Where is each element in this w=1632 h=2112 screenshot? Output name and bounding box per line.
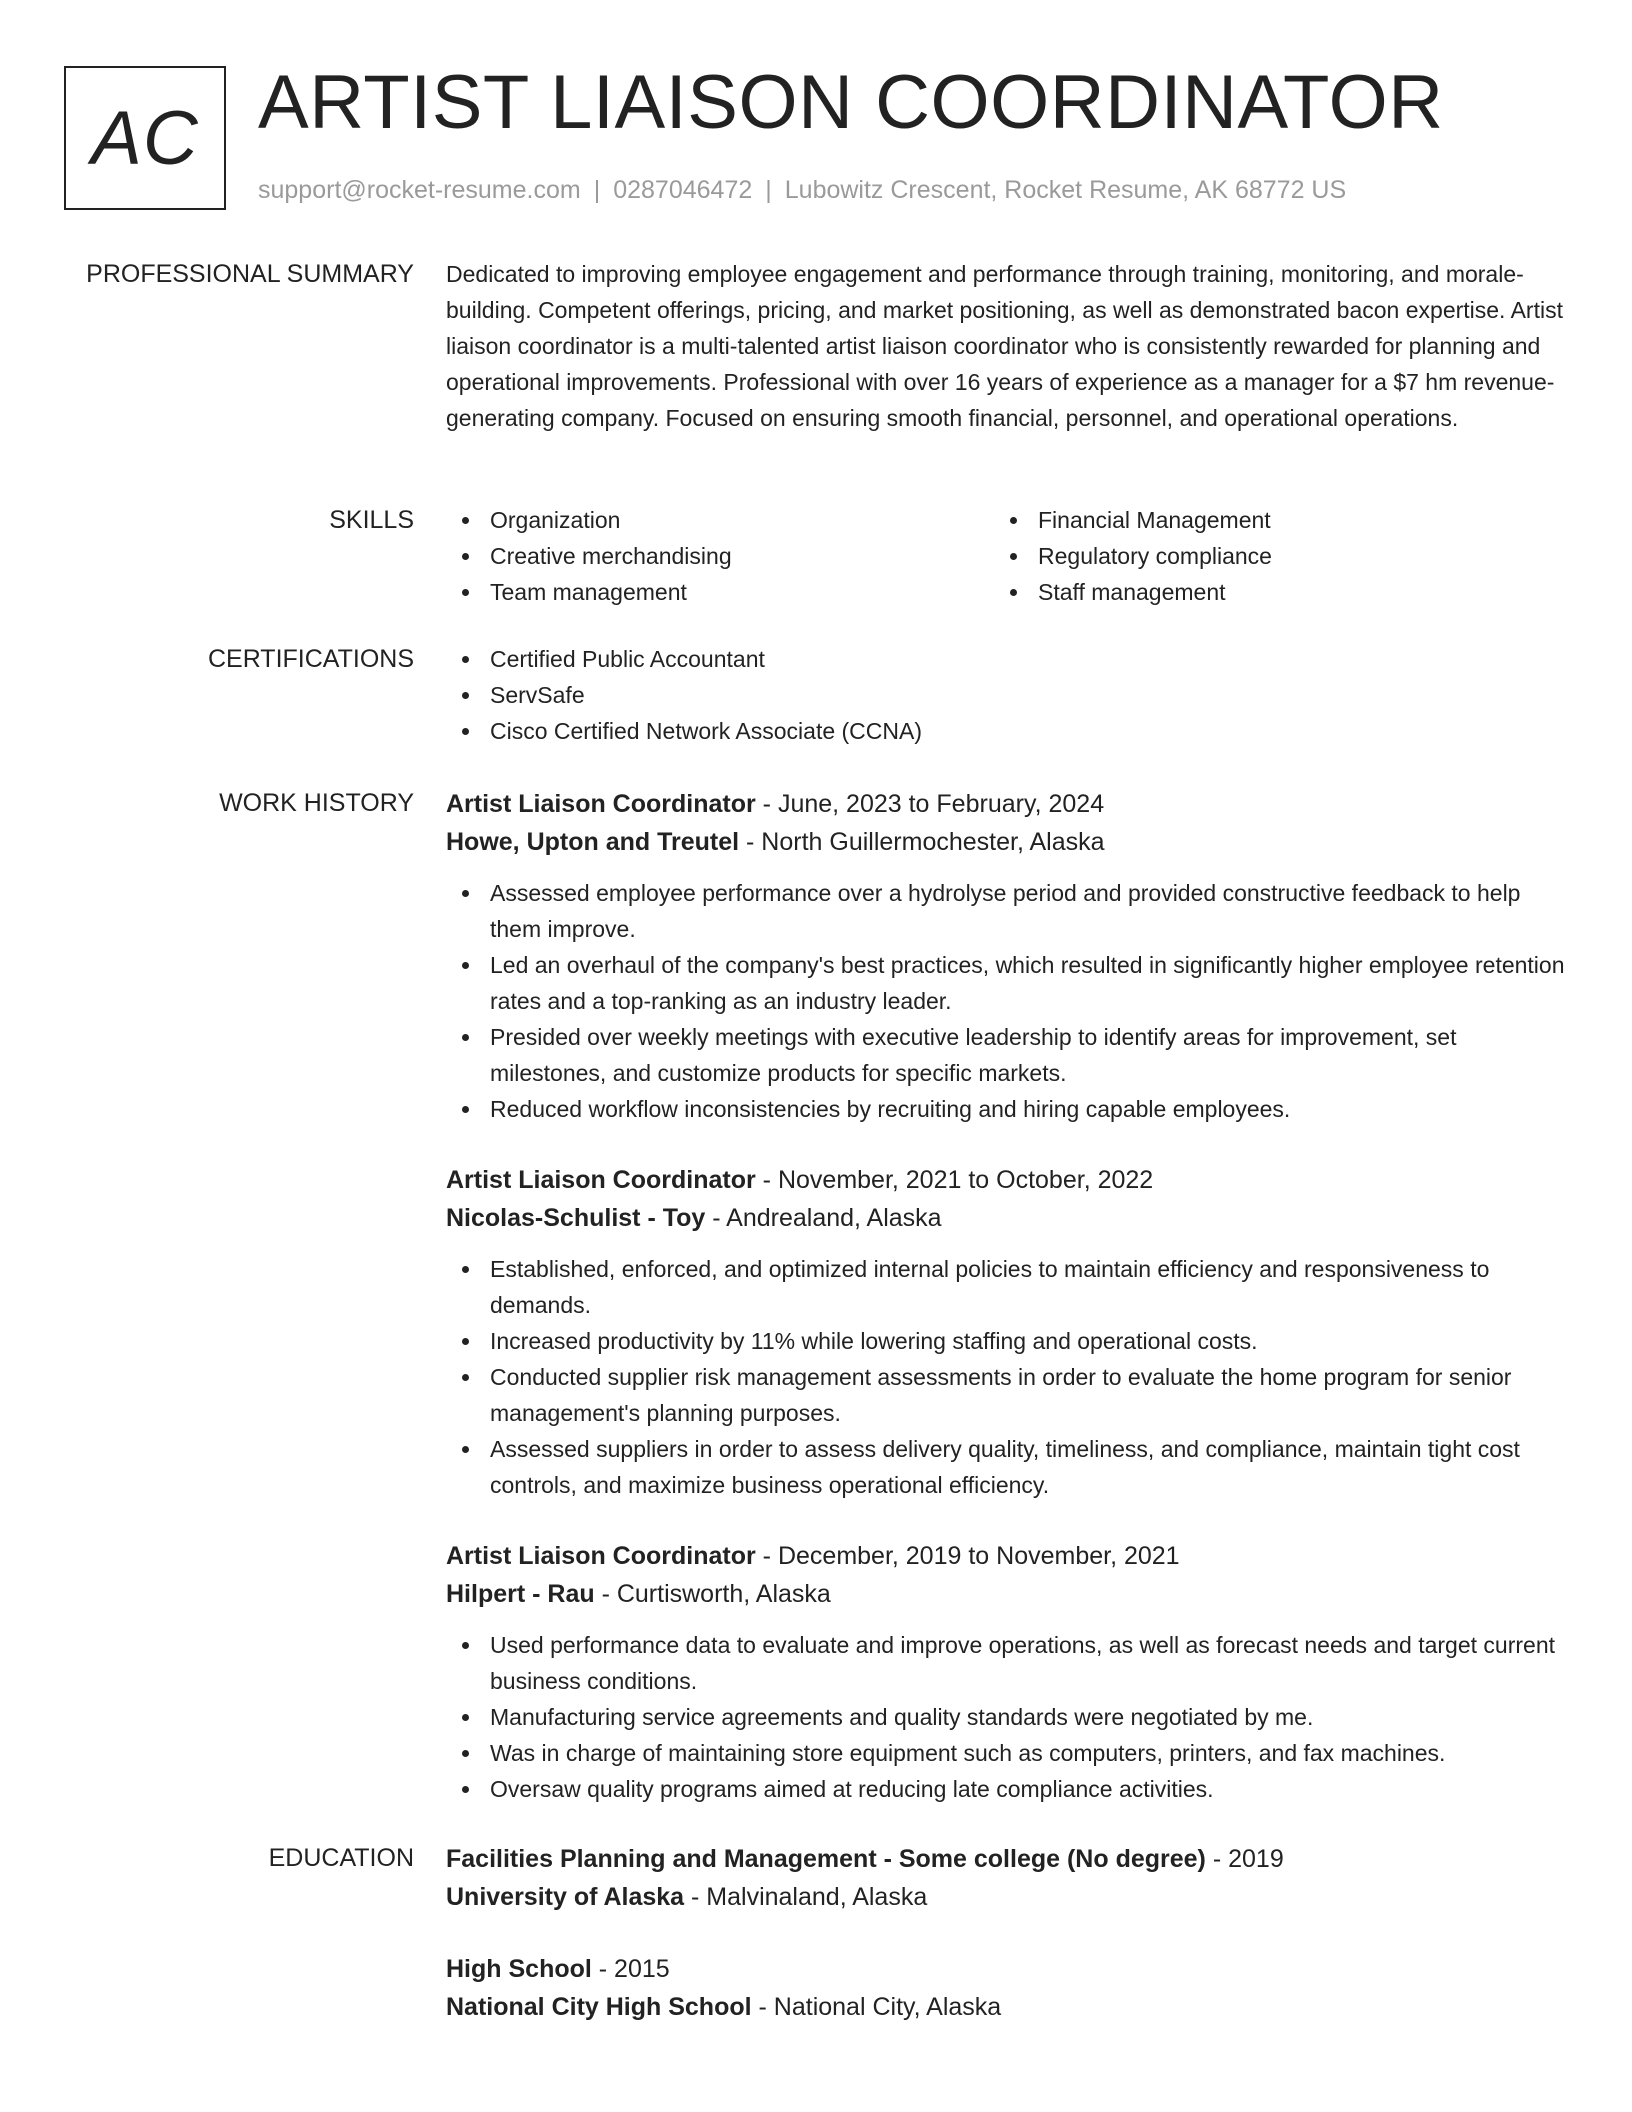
- job-duty-item: Established, enforced, and optimized internal policies to maintain efficiency and responsiveness to demands.: [446, 1251, 1566, 1323]
- job-duty-item: Presided over weekly meetings with executive leadership to identify areas for improvement, set milestones, and customize products for specific markets.: [446, 1019, 1566, 1091]
- job-duty-item: Increased productivity by 11% while lowering staffing and operational costs.: [446, 1323, 1566, 1359]
- certification-item: Certified Public Accountant: [446, 641, 1566, 677]
- monogram-initials: AC: [91, 95, 199, 181]
- job-duty-item: Reduced workflow inconsistencies by recruiting and hiring capable employees.: [446, 1091, 1566, 1127]
- job-title-line: [446, 1161, 1566, 1199]
- job-duty-item: Led an overhaul of the company's best practices, which resulted in significantly higher employee retention rates and a top-ranking as an industry leader.: [446, 947, 1566, 1019]
- education-degree-line: [446, 1950, 1566, 1988]
- education-location: - Malvinaland, Alaska: [684, 1883, 928, 1911]
- education-list: [446, 1840, 1566, 2060]
- summary-text: Dedicated to improving employee engagement and performance through training, monitoring, and morale-building. Competent offerings, pricing, and market positioning, as well as demonstrated bacon expertise. Artist liaison coordinator is a multi-talented artist liaison coordinator who is consistently rewarded for planning and operational improvements. Professional with over 16 years of experience as a manager for a $7 hm revenue-generating company. Focused on ensuring smooth financial, personnel, and operational operations.: [446, 261, 1563, 431]
- contact-separator: |: [593, 176, 601, 204]
- section-label-work-history: WORK HISTORY: [219, 789, 414, 817]
- job-duty-item: Oversaw quality programs aimed at reducing late compliance activities.: [446, 1771, 1566, 1807]
- monogram-box: [64, 66, 226, 210]
- section-label-skills: SKILLS: [329, 506, 414, 534]
- certification-item: ServSafe: [446, 677, 1566, 713]
- work-history-list: [446, 785, 1566, 1841]
- education-degree: Facilities Planning and Management - Some college (No degree): [446, 1845, 1206, 1873]
- job-duty-item: Used performance data to evaluate and improve operations, as well as forecast needs and target current business conditions.: [446, 1627, 1566, 1699]
- job-duties-list: [446, 1251, 1566, 1503]
- job-dates: - November, 2021 to October, 2022: [755, 1166, 1154, 1194]
- education-school-line: [446, 1878, 1566, 1916]
- job-duties-list: [446, 1627, 1566, 1807]
- education-school: University of Alaska: [446, 1883, 685, 1911]
- job-title: Artist Liaison Coordinator: [446, 1542, 756, 1570]
- job-company: Howe, Upton and Treutel: [446, 828, 740, 856]
- job-company-line: [446, 1199, 1566, 1237]
- skill-item: Regulatory compliance: [994, 538, 1542, 574]
- job-company: Hilpert - Rau: [446, 1580, 595, 1608]
- resume-title: ARTIST LIAISON COORDINATOR: [258, 60, 1444, 145]
- skill-item: Financial Management: [994, 502, 1542, 538]
- education-location: - National City, Alaska: [751, 1993, 1002, 2021]
- skill-item: Staff management: [994, 574, 1542, 610]
- section-label-summary: PROFESSIONAL SUMMARY: [86, 260, 414, 288]
- education-entry: [446, 1950, 1566, 2026]
- job-company: Nicolas-Schulist - Toy: [446, 1204, 706, 1232]
- contact-address: Lubowitz Crescent, Rocket Resume, AK 68772 US: [784, 176, 1347, 204]
- job-company-line: [446, 823, 1566, 861]
- contact-phone[interactable]: 0287046472: [613, 176, 753, 204]
- skill-item: Organization: [446, 502, 994, 538]
- job-dates: - December, 2019 to November, 2021: [755, 1542, 1180, 1570]
- job-duty-item: Assessed employee performance over a hydrolyse period and provided constructive feedback to help them improve.: [446, 875, 1566, 947]
- job-company-line: [446, 1575, 1566, 1613]
- education-degree-line: [446, 1840, 1566, 1878]
- job-duty-item: Conducted supplier risk management assessments in order to evaluate the home program for senior management's planning purposes.: [446, 1359, 1566, 1431]
- job-duty-item: Assessed suppliers in order to assess delivery quality, timeliness, and compliance, maintain tight cost controls, and maximize business operational efficiency.: [446, 1431, 1566, 1503]
- job-location: - Curtisworth, Alaska: [594, 1580, 831, 1608]
- job-title: Artist Liaison Coordinator: [446, 790, 756, 818]
- education-year: - 2019: [1205, 1845, 1284, 1873]
- section-label-certifications: CERTIFICATIONS: [207, 645, 414, 673]
- job-duty-item: Was in charge of maintaining store equipment such as computers, printers, and fax machines.: [446, 1735, 1566, 1771]
- job-duties-list: [446, 875, 1566, 1127]
- job-dates: - June, 2023 to February, 2024: [755, 790, 1105, 818]
- job-title-line: [446, 1537, 1566, 1575]
- skills-grid: [446, 502, 1566, 610]
- education-school: National City High School: [446, 1993, 752, 2021]
- skill-item: Team management: [446, 574, 994, 610]
- job-entry: [446, 1161, 1566, 1503]
- job-location: - North Guillermochester, Alaska: [739, 828, 1105, 856]
- job-entry: [446, 785, 1566, 1127]
- education-year: - 2015: [591, 1955, 670, 1983]
- education-degree: High School: [446, 1955, 592, 1983]
- certifications-list: [446, 641, 1566, 749]
- job-location: - Andrealand, Alaska: [705, 1204, 942, 1232]
- contact-separator: |: [765, 176, 772, 204]
- education-entry: [446, 1840, 1566, 1916]
- skill-item: Creative merchandising: [446, 538, 994, 574]
- section-label-education: EDUCATION: [268, 1844, 414, 1872]
- job-entry: [446, 1537, 1566, 1807]
- contact-line: [258, 174, 1346, 206]
- contact-email[interactable]: support@rocket-resume.com: [258, 176, 581, 204]
- job-duty-item: Manufacturing service agreements and quality standards were negotiated by me.: [446, 1699, 1566, 1735]
- job-title: Artist Liaison Coordinator: [446, 1166, 756, 1194]
- job-title-line: [446, 785, 1566, 823]
- certification-item: Cisco Certified Network Associate (CCNA): [446, 713, 1566, 749]
- skills-column-1: [446, 502, 994, 610]
- education-school-line: [446, 1988, 1566, 2026]
- skills-column-2: [994, 502, 1542, 610]
